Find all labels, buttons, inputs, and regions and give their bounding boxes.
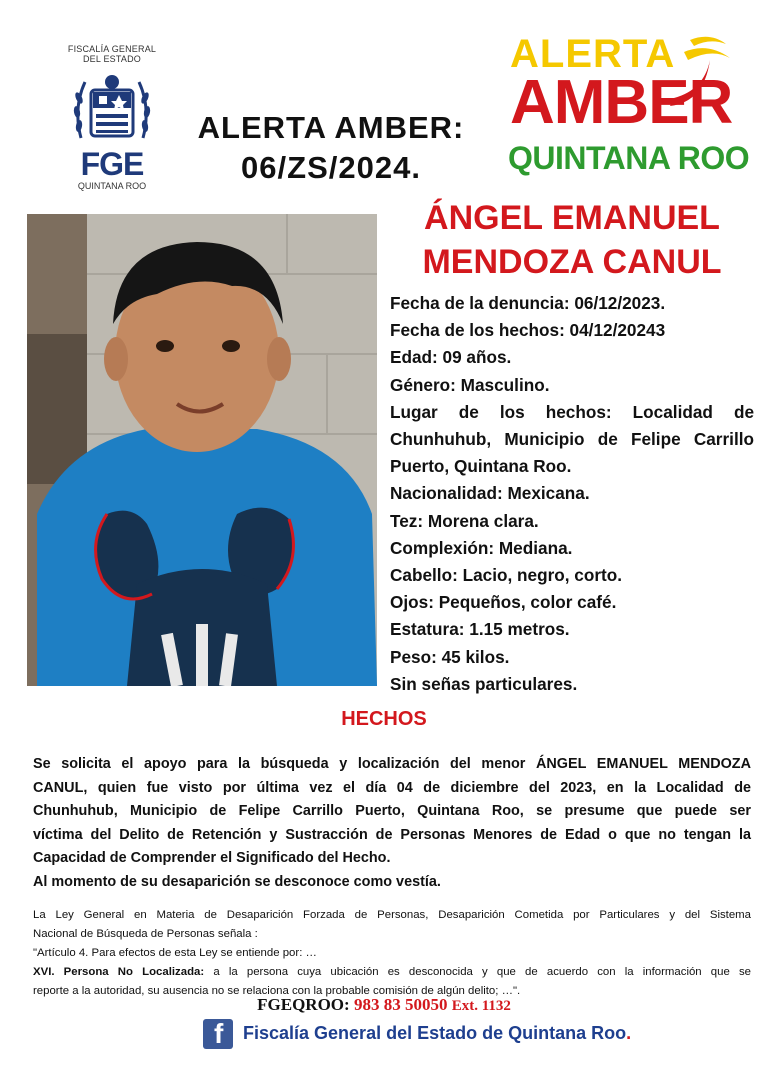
law-bold-lead: XVI. Persona No Localizada: bbox=[33, 966, 205, 978]
person-name-line2: MENDOZA CANUL bbox=[422, 243, 722, 281]
hechos-title: HECHOS bbox=[341, 708, 427, 730]
facebook-dot: . bbox=[626, 1023, 632, 1043]
detail-place-line1: Lugar de los hechos: Localidad de bbox=[390, 401, 754, 422]
alert-code-line1: ALERTA AMBER: bbox=[197, 110, 465, 145]
fge-seal-icon bbox=[71, 68, 153, 150]
hechos-line-4: víctima del Delito de Retención y Sustracción de Personas Menores de Edad o que no tengan la bbox=[33, 826, 751, 843]
detail-nationality: Nacionalidad: Mexicana. bbox=[390, 483, 590, 504]
law-line-4-rest: a la persona cuya ubicación es desconocida y que de acuerdo con la información que se bbox=[204, 966, 752, 978]
amber-word-alerta: ALERTA bbox=[510, 32, 676, 76]
fge-top-text-1: FISCALÍA GENERAL bbox=[67, 44, 157, 54]
detail-hair: Cabello: Lacio, negro, corto. bbox=[390, 565, 623, 586]
hechos-line-1: Se solicita el apoyo para la búsqueda y localización del menor ÁNGEL EMANUEL MENDOZA bbox=[33, 756, 751, 772]
detail-place-line3: Puerto, Quintana Roo. bbox=[390, 456, 572, 477]
detail-eyes: Ojos: Pequeños, color café. bbox=[390, 592, 617, 613]
detail-age: Edad: 09 años. bbox=[390, 347, 512, 368]
child-photo-illustration bbox=[27, 214, 377, 686]
fge-bottom-text: QUINTANA ROO bbox=[77, 181, 147, 191]
facebook-page-name[interactable] bbox=[243, 1023, 631, 1044]
fge-logo bbox=[46, 44, 178, 194]
child-photo bbox=[27, 214, 377, 686]
detail-report-date: Fecha de la denuncia: 06/12/2023. bbox=[390, 293, 666, 313]
law-line-1: La Ley General en Materia de Desaparición Forzada de Personas, Desaparición Cometida por Particulares y del Sistema bbox=[33, 909, 751, 921]
contact-phone[interactable]: 983 83 50050 bbox=[353, 995, 448, 1014]
detail-place-line2: Chunhuhub, Municipio de Felipe Carrillo bbox=[390, 429, 754, 450]
contact-line bbox=[0, 995, 768, 1015]
law-line-2: Nacional de Búsqueda de Personas señala : bbox=[33, 928, 258, 940]
hechos-paragraph bbox=[33, 753, 751, 871]
alert-code bbox=[186, 108, 476, 188]
law-text bbox=[33, 906, 751, 1001]
detail-build: Complexión: Mediana. bbox=[390, 537, 573, 558]
facebook-icon: f bbox=[203, 1019, 233, 1049]
person-name bbox=[392, 196, 752, 284]
law-line-4 bbox=[33, 963, 751, 982]
detail-height: Estatura: 1.15 metros. bbox=[390, 619, 570, 640]
law-line-5: reporte a la autoridad, su ausencia no se relaciona con la probable comisión de algún delito; …". bbox=[33, 985, 521, 997]
hechos-line-5: Capacidad de Comprender el Significado del Hecho. bbox=[33, 850, 391, 866]
hechos-line-2: CANUL, quien fue visto por última vez el día 04 de diciembre del 2023, en la Localidad de bbox=[33, 779, 751, 796]
amber-word-amber: AMBER bbox=[510, 68, 733, 137]
contact-label: FGEQROO: bbox=[257, 995, 350, 1014]
detail-weight: Peso: 45 kilos. bbox=[390, 646, 510, 667]
detail-gender: Género: Masculino. bbox=[390, 374, 550, 395]
facebook-page-name-text: Fiscalía General del Estado de Quintana Roo bbox=[243, 1023, 627, 1043]
hechos-line-3: Chunhuhub, Municipio de Felipe Carrillo Puerto, Quintana Roo, se presume que puede ser bbox=[33, 803, 751, 819]
fge-acronym: FGE bbox=[80, 146, 144, 182]
fge-top-text-2: DEL ESTADO bbox=[82, 54, 141, 64]
detail-event-date: Fecha de los hechos: 04/12/20243 bbox=[390, 320, 666, 341]
clothing-note: Al momento de su desaparición se desconoce como vestía. bbox=[33, 874, 441, 890]
alert-code-line2: 06/ZS/2024. bbox=[241, 150, 421, 185]
alerta-amber-logo bbox=[506, 32, 750, 184]
person-details bbox=[390, 290, 754, 698]
detail-marks: Sin señas particulares. bbox=[390, 673, 578, 694]
contact-ext: Ext. 1132 bbox=[451, 998, 511, 1014]
detail-complexion-tone: Tez: Morena clara. bbox=[390, 510, 539, 531]
amber-word-quintana-roo: QUINTANA ROO bbox=[508, 140, 750, 176]
law-line-3: "Artículo 4. Para efectos de esta Ley se entiende por: … bbox=[33, 947, 317, 959]
person-name-line1: ÁNGEL EMANUEL bbox=[424, 199, 720, 237]
